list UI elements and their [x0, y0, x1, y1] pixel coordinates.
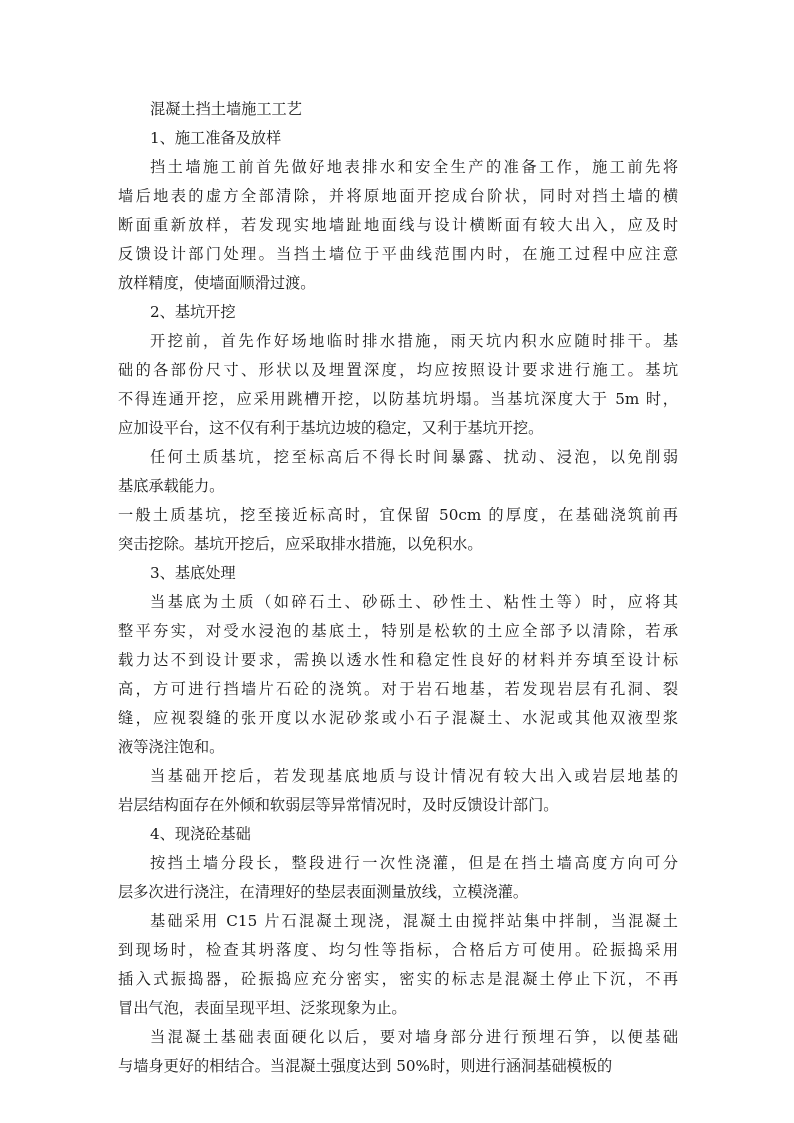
section-heading: 4、现浇砼基础 — [150, 825, 251, 843]
paragraph-line: 任何土质基坑，挖至标高后不得长时间暴露、扰动、浸泡，以免削弱 — [150, 448, 678, 466]
paragraph — [118, 443, 678, 501]
paragraph-line: 开挖前，首先作好场地临时排水措施，雨天坑内积水应随时排干。基 — [150, 332, 678, 350]
section-heading: 3、基底处理 — [150, 564, 236, 582]
paragraph-line: 一般土质基坑，挖至接近标高时，宜保留 50cm 的厚度，在基础浇筑前再 — [118, 506, 678, 524]
paragraph-line: 冒出气泡，表面呈现平坦、泛浆现象为止。 — [118, 999, 407, 1017]
paragraph-line: 当基础开挖后，若发现基底地质与设计情况有较大出入或岩层地基的 — [150, 767, 678, 785]
document-body — [118, 124, 678, 1081]
paragraph-line: 插入式振捣器，砼振捣应充分密实，密实的标志是混凝土停止下沉，不再 — [118, 970, 678, 988]
paragraph-line: 基础采用 C15 片石混凝土现浇，混凝土由搅拌站集中拌制，当混凝土 — [150, 912, 678, 930]
section-heading: 1、施工准备及放样 — [150, 129, 282, 147]
paragraph-line: 础的各部份尺寸、形状以及埋置深度，均应按照设计要求进行施工。基坑 — [118, 361, 678, 379]
paragraph-line: 到现场时，检查其坍落度、均匀性等指标，合格后方可使用。砼振捣采用 — [118, 941, 678, 959]
paragraph-line: 缝，应视裂缝的张开度以水泥砂浆或小石子混凝土、水泥或其他双液型浆 — [118, 709, 678, 727]
paragraph-line: 当混凝土基础表面硬化以后，要对墙身部分进行预埋石笋，以便基础 — [150, 1028, 678, 1046]
paragraph-line: 岩层结构面存在外倾和软弱层等异常情况时，及时反馈设计部门。 — [118, 796, 559, 814]
document-title: 混凝土挡土墙施工工艺 — [150, 100, 302, 118]
paragraph — [118, 849, 678, 907]
paragraph-line: 按挡土墙分段长，整段进行一次性浇灌，但是在挡土墙高度方向可分 — [150, 854, 678, 872]
paragraph-line: 反馈设计部门处理。当挡土墙位于平曲线范围内时，在施工过程中应注意 — [118, 245, 678, 263]
paragraph-line: 挡土墙施工前首先做好地表排水和安全生产的准备工作，施工前先将 — [150, 158, 678, 176]
paragraph — [118, 327, 678, 443]
paragraph — [118, 1023, 678, 1081]
paragraph-line: 与墙身更好的相结合。当混凝土强度达到 50%时，则进行涵洞基础模板的 — [118, 1057, 613, 1075]
paragraph — [118, 501, 678, 559]
paragraph — [118, 907, 678, 1023]
paragraph-line: 液等浇注饱和。 — [118, 738, 225, 756]
paragraph-line: 墙后地表的虚方全部清除，并将原地面开挖成台阶状，同时对挡土墙的横 — [118, 187, 678, 205]
paragraph-line: 不得连通开挖，应采用跳槽开挖，以防基坑坍塌。当基坑深度大于 5m 时， — [118, 390, 678, 408]
paragraph-line: 应加设平台，这不仅有利于基坑边坡的稳定，又利于基坑开挖。 — [118, 419, 544, 437]
paragraph — [118, 153, 678, 298]
paragraph-line: 放样精度，使墙面顺滑过渡。 — [118, 274, 316, 292]
paragraph-line: 当基底为土质（如碎石土、砂砾土、砂性土、粘性土等）时，应将其 — [150, 593, 678, 611]
document-page — [118, 95, 678, 1081]
paragraph — [118, 588, 678, 762]
paragraph-line: 高，方可进行挡墙片石砼的浇筑。对于岩石地基，若发现岩层有孔洞、裂 — [118, 680, 678, 698]
paragraph-line: 断面重新放样，若发现实地墙趾地面线与设计横断面有较大出入，应及时 — [118, 216, 678, 234]
paragraph — [118, 762, 678, 820]
paragraph-line: 整平夯实，对受水浸泡的基底土，特别是松软的土应全部予以清除，若承 — [118, 622, 678, 640]
paragraph-line: 突击挖除。基坑开挖后，应采取排水措施，以免积水。 — [118, 535, 483, 553]
section-heading: 2、基坑开挖 — [150, 303, 236, 321]
paragraph-line: 层多次进行浇注，在清理好的垫层表面测量放线，立模浇灌。 — [118, 883, 529, 901]
paragraph-line: 载力达不到设计要求，需换以透水性和稳定性良好的材料并夯填至设计标 — [118, 651, 678, 669]
paragraph-line: 基底承载能力。 — [118, 477, 225, 495]
